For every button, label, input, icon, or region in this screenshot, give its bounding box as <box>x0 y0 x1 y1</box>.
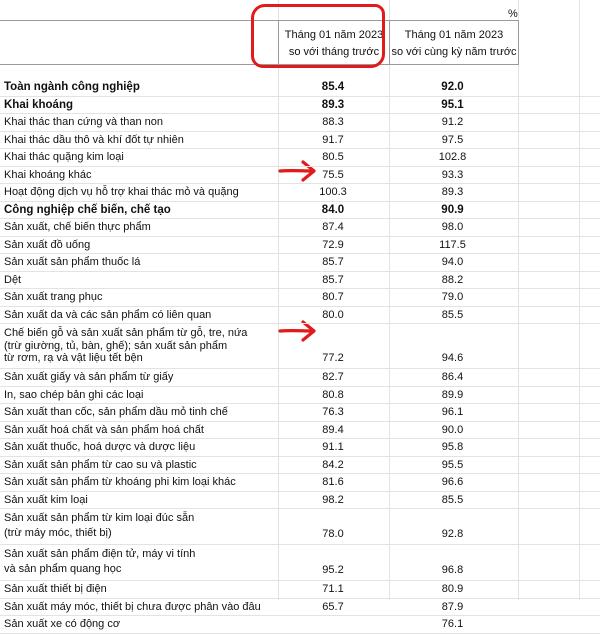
value-vs-same-period: 87.9 <box>441 600 464 613</box>
value-vs-same-period: 85.5 <box>441 493 464 506</box>
row-label: Sản xuất xe có động cơ <box>4 618 121 630</box>
row-label: Khai thác quặng kim loại <box>4 151 124 163</box>
red-circle-annotation <box>251 4 385 68</box>
value-vs-same-period: 93.3 <box>441 168 464 181</box>
row-gridline <box>0 201 600 202</box>
row-label: Sản xuất thuốc, hoá dược và dược liệu <box>4 441 196 453</box>
value-vs-same-period: 76.1 <box>441 618 464 630</box>
row-label: Sản xuất sản phẩm từ khoáng phi kim loại khác <box>4 476 236 488</box>
value-vs-same-period: 85.5 <box>441 308 464 321</box>
row-gridline <box>0 598 600 599</box>
row-label: Chế biến gỗ và sản xuất sản phẩm từ gỗ, tre, nứa <box>4 327 248 339</box>
row-gridline <box>0 236 600 237</box>
row-label: Khai khoáng khác <box>4 168 92 181</box>
row-label: Sản xuất sản phẩm điện tử, máy vi tính <box>4 548 196 560</box>
value-vs-previous-month: 80.8 <box>322 388 344 401</box>
value-vs-same-period: 95.1 <box>441 98 464 111</box>
value-vs-same-period: 92.8 <box>441 528 464 540</box>
row-gridline <box>0 218 600 219</box>
value-vs-previous-month: 84.2 <box>322 458 344 471</box>
col2-header-line1: Tháng 01 năm 2023 <box>404 29 504 41</box>
value-vs-previous-month: 84.0 <box>321 203 345 216</box>
value-vs-previous-month: 65.7 <box>322 600 344 613</box>
row-label: Sản xuất than cốc, sản phẩm dầu mỏ tinh chế <box>4 406 228 418</box>
row-label: Sản xuất hoá chất và sản phẩm hoá chất <box>4 423 204 436</box>
row-label: (trừ giường, tủ, bàn, ghế); sản xuất sản phẩm <box>4 339 228 352</box>
value-vs-same-period: 98.0 <box>441 221 464 233</box>
row-label: Sản xuất kim loại <box>4 493 88 506</box>
value-vs-previous-month: 72.9 <box>322 238 344 251</box>
value-vs-previous-month: 85.4 <box>321 81 345 93</box>
value-vs-same-period: 97.5 <box>441 133 464 146</box>
row-gridline <box>0 253 600 254</box>
row-gridline <box>0 456 600 457</box>
row-gridline <box>0 633 600 634</box>
value-vs-same-period: 86.4 <box>441 371 464 383</box>
value-vs-same-period: 92.0 <box>441 81 464 93</box>
row-label: Khai khoáng <box>4 98 74 111</box>
value-vs-same-period: 96.6 <box>441 476 464 488</box>
row-label: Toàn ngành công nghiệp <box>4 81 140 93</box>
row-label: từ rơm, rạ và vật liệu tết bện <box>4 352 143 364</box>
col1-header-line1: Tháng 01 năm 2023 <box>284 29 384 41</box>
row-label: Sản xuất thiết bị điện <box>4 583 107 595</box>
row-gridline <box>0 368 600 369</box>
value-vs-previous-month: 98.2 <box>322 493 344 506</box>
row-label: Sản xuất sản phẩm từ cao su và plastic <box>4 458 197 471</box>
value-vs-same-period: 94.0 <box>441 256 464 268</box>
red-arrow-icon <box>277 158 319 184</box>
value-vs-previous-month: 77.2 <box>322 352 344 364</box>
value-vs-previous-month: 85.7 <box>322 256 344 268</box>
value-vs-previous-month: 87.4 <box>322 221 344 233</box>
value-vs-previous-month: 81.6 <box>322 476 344 488</box>
value-vs-previous-month: 75.5 <box>322 168 344 181</box>
value-vs-same-period: 89.3 <box>441 186 464 198</box>
row-gridline <box>0 438 600 439</box>
value-vs-previous-month: 80.0 <box>322 308 344 321</box>
value-vs-previous-month: 89.4 <box>322 423 344 436</box>
row-label: Sản xuất máy móc, thiết bị chưa được phân vào đâu <box>4 600 261 613</box>
value-vs-previous-month: 89.3 <box>321 98 345 111</box>
row-gridline <box>0 580 600 581</box>
row-gridline <box>0 306 600 307</box>
row-label: Sản xuất đồ uống <box>4 238 91 251</box>
row-label: Khai thác dầu thô và khí đốt tự nhiên <box>4 133 184 146</box>
unit-label: % <box>508 8 518 20</box>
row-gridline <box>0 323 600 324</box>
row-gridline <box>0 96 600 97</box>
value-vs-previous-month: 85.7 <box>322 273 344 286</box>
row-label: Sản xuất da và các sản phẩm có liên quan <box>4 308 212 321</box>
row-label: Sản xuất trang phục <box>4 291 103 303</box>
value-vs-same-period: 90.9 <box>441 203 464 216</box>
row-gridline <box>0 271 600 272</box>
value-vs-previous-month: 95.2 <box>322 564 344 576</box>
row-gridline <box>0 615 600 616</box>
value-vs-same-period: 89.9 <box>441 388 464 401</box>
value-vs-same-period: 117.5 <box>439 238 466 251</box>
row-gridline <box>0 403 600 404</box>
header-divider <box>518 20 519 64</box>
value-vs-previous-month: 88.3 <box>322 116 344 128</box>
grid-column-line <box>518 0 519 600</box>
row-label: (trừ máy móc, thiết bị) <box>4 527 112 539</box>
row-gridline <box>0 288 600 289</box>
row-label: Dệt <box>4 273 22 286</box>
row-label: Khai thác than cứng và than non <box>4 116 164 128</box>
value-vs-previous-month: 80.5 <box>322 151 344 163</box>
row-label: Sản xuất, chế biến thực phẩm <box>4 221 151 233</box>
value-vs-same-period: 79.0 <box>441 291 464 303</box>
row-gridline <box>0 113 600 114</box>
row-label: Sản xuất giấy và sản phẩm từ giấy <box>4 371 174 383</box>
row-label: Hoạt động dịch vụ hỗ trợ khai thác mỏ và quặng <box>4 186 239 198</box>
row-gridline <box>0 473 600 474</box>
value-vs-same-period: 95.8 <box>441 441 464 453</box>
row-gridline <box>0 544 600 545</box>
grid-column-line <box>579 0 580 600</box>
value-vs-same-period: 88.2 <box>441 273 464 286</box>
row-gridline <box>0 131 600 132</box>
value-vs-previous-month: 78.0 <box>322 528 344 540</box>
value-vs-previous-month: 76.3 <box>322 406 344 418</box>
value-vs-same-period: 96.1 <box>441 406 464 418</box>
row-gridline <box>0 148 600 149</box>
value-vs-same-period: 95.5 <box>441 458 464 471</box>
value-vs-same-period: 91.2 <box>441 116 464 128</box>
value-vs-previous-month: 71.1 <box>322 583 344 595</box>
row-gridline <box>0 386 600 387</box>
value-vs-previous-month: 91.7 <box>322 133 344 146</box>
row-label: Công nghiệp chế biến, chế tạo <box>4 203 171 216</box>
value-vs-previous-month: 82.7 <box>322 371 344 383</box>
col2-header-line2: so với cùng kỳ năm trước <box>391 46 517 58</box>
value-vs-previous-month: 100.3 <box>319 186 347 198</box>
row-gridline <box>0 508 600 509</box>
value-vs-previous-month: 91.1 <box>322 441 344 453</box>
value-vs-same-period: 80.9 <box>441 583 464 595</box>
col1-header-line2: so với tháng trước <box>288 46 380 58</box>
row-label: Sản xuất sản phẩm từ kim loại đúc sẵn <box>4 512 195 524</box>
row-label: In, sao chép bản ghi các loại <box>4 388 144 401</box>
row-label: và sản phẩm quang học <box>4 563 122 575</box>
row-gridline <box>0 491 600 492</box>
row-gridline <box>0 421 600 422</box>
value-vs-previous-month: 80.7 <box>322 291 344 303</box>
red-arrow-icon <box>277 318 319 344</box>
row-gridline <box>0 183 600 184</box>
value-vs-same-period: 90.0 <box>441 423 464 436</box>
row-label: Sản xuất sản phẩm thuốc lá <box>4 256 141 268</box>
row-gridline <box>0 166 600 167</box>
value-vs-same-period: 94.6 <box>441 352 464 364</box>
value-vs-same-period: 96.8 <box>441 564 464 576</box>
value-vs-same-period: 102.8 <box>438 151 467 163</box>
